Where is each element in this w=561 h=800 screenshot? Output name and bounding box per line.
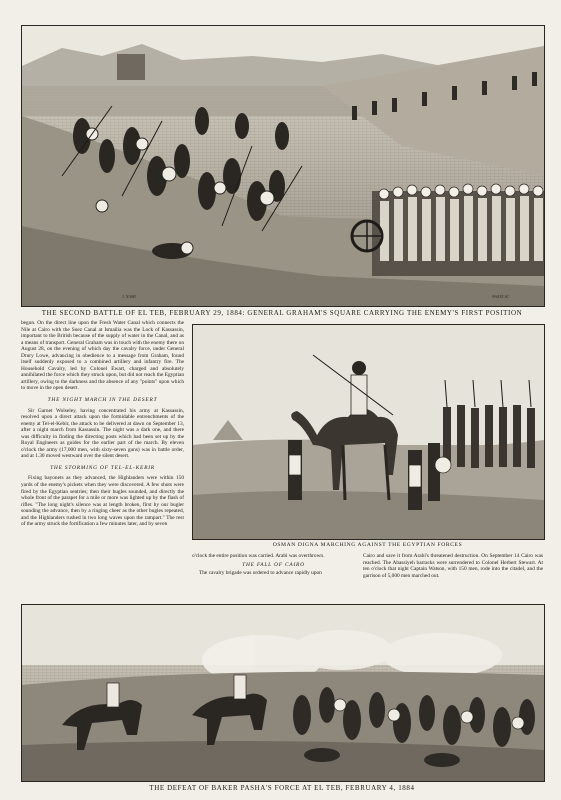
paragraph: Cairo and save it from Arabi's threatened destruction. On September 14 Cairo was reached. The Abassiyeh barracks were surrendered to Colonel Herbert Stewart. At ten o'clock that night Captain Watson, with 150 men, rode into the citadel, and the garrison of 5,000 men marched out. — [363, 553, 543, 579]
artist-signature: J. NASH — [122, 294, 136, 299]
illustration-osman-digna — [192, 324, 545, 540]
paragraph: o'clock the entire position was carried. Arabi was overthrown. — [192, 553, 325, 559]
illustration-second-battle-el-teb — [21, 25, 545, 307]
paragraph: begun. On the direct line upon the Fresh Water Canal which connects the Nile at Cairo with the Suez Canal at Ismailia was the Lock of Kassassin, important to the British because of the supply of water in the Canal, and as a means of transport. General Graham was in touch with the enemy there on August 28, on the evening of which day the cavalry force, under General Drury Lowe, advancing in obedience to a message from Graham, found itself suddenly exposed to a combined artillery and infantry fire. The Household Cavalry, led by Colonel Ewart, charged and absolutely annihilated the force which they struck upon, but did not reach the Egyptian artillery, owing to the darkness and the absence of any "points" upon which to move in the open desert. — [21, 320, 184, 392]
article-column-1 — [21, 320, 184, 600]
caption-bottom: THE DEFEAT OF BAKER PASHA'S FORCE AT EL TEB, FEBRUARY 4, 1884 — [149, 784, 415, 792]
caption-middle: OSMAN DIGNA MARCHING AGAINST THE EGYPTIAN FORCES — [272, 542, 463, 548]
article-column-3 — [363, 553, 543, 601]
paragraph: Sir Garnet Wolseley, having concentrated his army at Kassassin, resolved upon a direct attack upon the formidable entrenchments of the enemy at Tel-el-Kebir, the attack to be delivered at dawn on September 13, after a night march from Kassassin. The night was a dark one, and there was difficulty in finding the directing posts which had been set up by the Royal Engineers as guides for the earlier part of the march. By eleven o'clock the army (17,000 men, with sixty-seven guns) was in battle order, and at 1.30 moved westward over the silent desert. — [21, 407, 184, 460]
paragraph: The cavalry brigade was ordered to advance rapidly upon — [199, 570, 322, 577]
caption-top: THE SECOND BATTLE OF EL TEB, FEBRUARY 29, 1884: GENERAL GRAHAM'S SQUARE CARRYING THE ENEMY'S FIRST POSITION — [41, 309, 523, 317]
engraving-battle-scene — [22, 26, 544, 306]
article-column-2 — [192, 553, 355, 601]
engraving-cavalry-rout — [22, 605, 544, 781]
engraver-signature: SWAIN SC — [492, 294, 510, 299]
subheading: THE FALL OF CAIRO — [242, 561, 305, 568]
subheading: THE STORMING OF TEL-EL-KEBIR — [50, 464, 155, 471]
illustration-defeat-baker-pasha — [21, 604, 545, 782]
engraving-camel-march — [193, 325, 544, 539]
paragraph: Fixing bayonets as they advanced, the Highlanders were within 150 yards of the enemy's pickets when they were discovered. A few shots were fired by the Egyptian sentries; then their bugles sounded, and directly the whole front of the parapet for a mile or more was lighted up by the flash of rifles. "The long night's silence was at length broken, first by our bugler sounding the advance, then by a ringing cheer as the other bugles repeated, and the Highlanders rushed in two long waves upon the rampart." The rest of the army struck the fortification a few minutes later, and by seven — [21, 475, 184, 528]
subheading: THE NIGHT MARCH IN THE DESERT — [47, 397, 158, 404]
